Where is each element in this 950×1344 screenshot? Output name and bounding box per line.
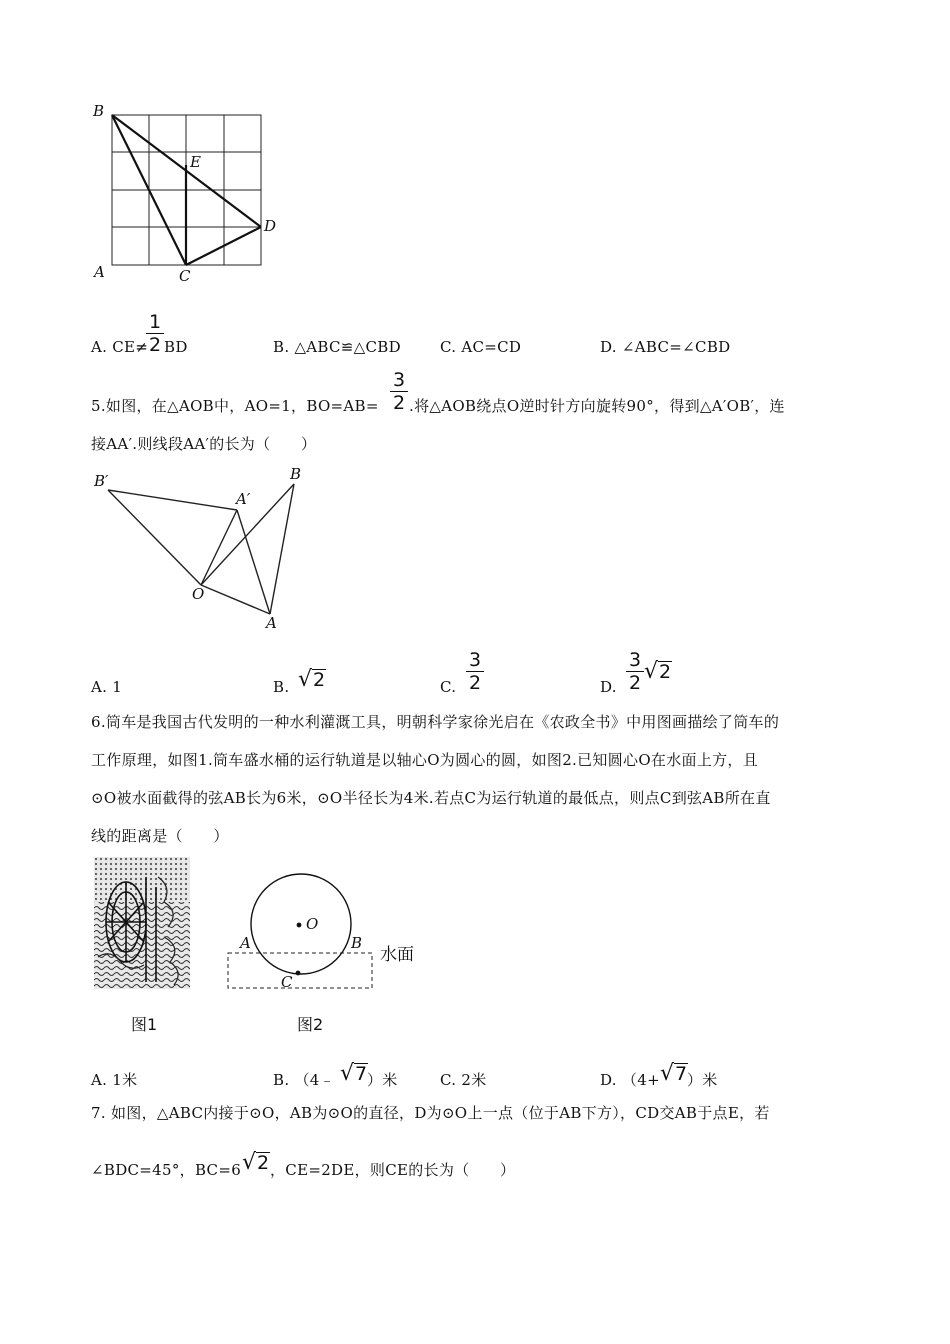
- q6-fig2-label-c: C: [281, 973, 293, 991]
- q4-label-a: A: [94, 263, 105, 281]
- q7-line2-prefix: ∠BDC=45°，BC=6: [91, 1161, 242, 1179]
- q6-option-d-radicand: 7: [675, 1063, 688, 1085]
- q7-line2-radicand: 2: [257, 1152, 270, 1174]
- q6-option-b-prefix: B. （4﹣: [273, 1071, 335, 1089]
- q5-label-b: B: [290, 465, 302, 483]
- q6-option-d-sqrt: √7: [660, 1061, 688, 1086]
- q6-figure1-caption: 图1: [131, 1015, 158, 1034]
- q6-fig2-label-water: 水面: [380, 945, 414, 965]
- q4-option-a-suffix: BD: [164, 338, 188, 356]
- q5-label-aprime: A′: [236, 490, 251, 508]
- q5-option-c-num: 3: [468, 649, 482, 671]
- q6-option-a: A. 1米: [91, 1071, 138, 1089]
- q5-option-d-radicand: 2: [659, 661, 672, 683]
- q6-figure2-caption: 图2: [297, 1015, 324, 1034]
- q6-option-b-radicand: 7: [355, 1063, 368, 1085]
- q6-line4: 线的距离是（ ）: [91, 827, 229, 845]
- q6-option-b-sqrt: √7: [340, 1061, 368, 1086]
- q5-option-d-num: 3: [628, 649, 642, 671]
- q4-label-b: B: [93, 102, 105, 120]
- q5-label-o: O: [192, 585, 205, 603]
- q5-stem-part1: 5.如图，在△AOB中，AO=1，BO=AB=: [91, 397, 379, 415]
- q4-option-a-frac-num: 1: [148, 311, 162, 333]
- q6-option-b-suffix: ）米: [367, 1071, 398, 1089]
- q4-option-a-frac-den: 2: [148, 334, 162, 357]
- q7-line2-sqrt: √2: [242, 1150, 270, 1175]
- q5-stem-part2: .将△AOB绕点O逆时针方向旋转90°，得到△A′OB′，连: [409, 397, 785, 415]
- q4-label-d: D: [264, 217, 277, 235]
- q5-option-b-prefix: B.: [273, 678, 290, 696]
- q6-option-d-suffix: ）米: [687, 1071, 718, 1089]
- q6-fig2-label-b: B: [351, 934, 363, 952]
- q7-line1: 7. 如图，△ABC内接于⊙O，AB为⊙O的直径，D为⊙O上一点（位于AB下方），CD交AB于点E，若: [91, 1104, 770, 1122]
- q5-option-d-den: 2: [628, 672, 642, 695]
- q5-option-d-sqrt: √2: [644, 659, 672, 684]
- q5-option-c-prefix: C.: [440, 678, 457, 696]
- q4-label-c: C: [179, 267, 191, 285]
- q5-frac-den: 2: [392, 392, 406, 415]
- q6-option-c: C. 2米: [440, 1071, 487, 1089]
- q5-option-a: A. 1: [91, 678, 123, 696]
- q5-option-d-prefix: D.: [600, 678, 617, 696]
- q4-option-a-prefix: A. CE≠: [91, 338, 149, 356]
- q6-fig2-label-o: O: [306, 915, 319, 933]
- q5-frac-num: 3: [392, 369, 406, 391]
- q5-option-b-radicand: 2: [313, 669, 326, 691]
- q6-line1: 6.筒车是我国古代发明的一种水利灌溉工具，明朝科学家徐光启在《农政全书》中用图画描绘了筒车的: [91, 713, 780, 731]
- q4-option-d: D. ∠ABC=∠CBD: [600, 338, 731, 356]
- q6-line3: ⊙O被水面截得的弦AB长为6米，⊙O半径长为4米.若点C为运行轨道的最低点，则点C到弦AB所在直: [91, 789, 771, 807]
- q6-option-d-prefix: D. （4+: [600, 1071, 660, 1089]
- q5-label-a: A: [266, 614, 277, 632]
- q4-label-e: E: [190, 153, 201, 171]
- q4-option-b: B. △ABC≌△CBD: [273, 338, 401, 356]
- q6-line2: 工作原理，如图1.筒车盛水桶的运行轨道是以轴心O为圆心的圆，如图2.已知圆心O在水面上方，且: [91, 751, 759, 769]
- q5-option-b-sqrt: √2: [298, 667, 326, 692]
- q5-option-c-den: 2: [468, 672, 482, 695]
- q6-fig2-label-a: A: [240, 934, 251, 952]
- q5-label-bprime: B′: [94, 472, 109, 490]
- q5-stem-line2: 接AA′.则线段AA′的长为（ ）: [91, 435, 317, 453]
- q4-option-c: C. AC=CD: [440, 338, 522, 356]
- q7-line2-suffix: ，CE=2DE，则CE的长为（ ）: [270, 1161, 516, 1179]
